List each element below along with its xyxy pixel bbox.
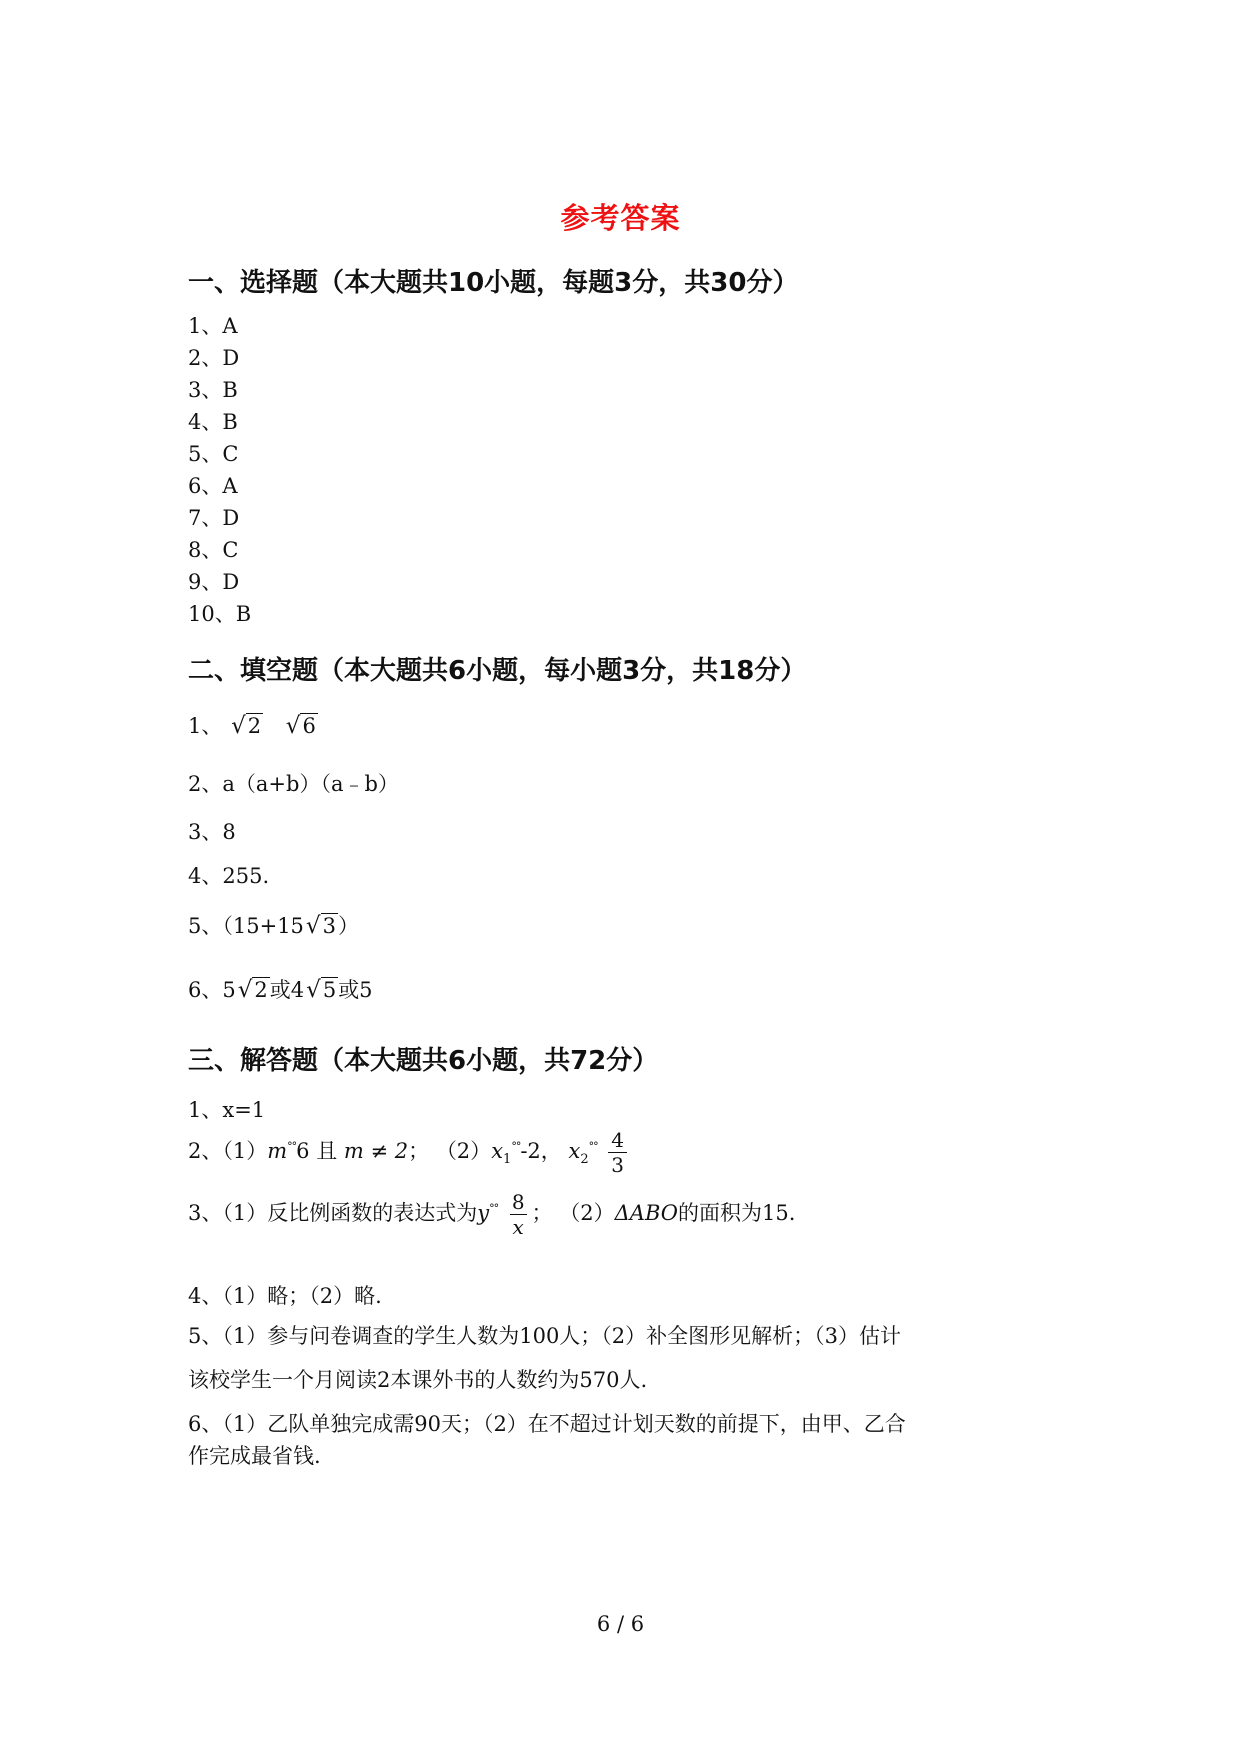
sqrt-expr: √2	[231, 713, 262, 739]
choice-answer: 6、A	[188, 474, 238, 498]
solution-answer-2: 2、（1）m°°6 且 m ≠ 2； $(2)x_1^{^\circ^\circ}-2$， $x_2^{^\circ^\circ}$ $\frac{4}{3}$	[188, 1128, 631, 1177]
solution-answer-5-line2: 该校学生一个月阅读2本课外书的人数约为570人.	[188, 1368, 648, 1392]
choice-answer: 3、B	[188, 378, 238, 402]
fraction: $\frac{4}{3}$	[608, 1128, 627, 1177]
solution-answer-1: 1、x=1	[188, 1098, 266, 1122]
solution-answer-5-line1: 5、（1）参与问卷调查的学生人数为100人；（2）补全图形见解析；（3）估计	[188, 1324, 902, 1348]
choice-answer: 10、B	[188, 602, 252, 626]
choice-answer: 1、A	[188, 314, 238, 338]
choice-answer: 4、B	[188, 410, 238, 434]
choice-answer: 8、C	[188, 538, 239, 562]
solution-answer-3: 3、（1）反比例函数的表达式为y°° $\frac{8}{x}$ ； （2）ΔABO的面积为15.	[188, 1190, 796, 1239]
page-title: 参考答案	[560, 201, 681, 235]
fill-answer-2: 2、a（a+b）（a﹣b）	[188, 772, 399, 796]
sqrt-expr: √5	[306, 977, 337, 1003]
choice-answer: 7、D	[188, 506, 240, 530]
fill-answer-5: 5、（15+15√3）	[188, 913, 359, 939]
solution-answer-4: 4、（1）略；（2）略.	[188, 1284, 382, 1308]
choice-answer: 9、D	[188, 570, 240, 594]
choice-answer: 2、D	[188, 346, 240, 370]
page-number: 6 / 6	[596, 1612, 645, 1636]
section-heading-fill: 二、填空题（本大题共6小题，每小题3分，共18分）	[188, 656, 807, 686]
fill-answer-4: 4、255.	[188, 864, 270, 888]
fill-answer-1: 1、 √2 √6	[188, 713, 316, 739]
section-heading-choice: 一、选择题（本大题共10小题，每题3分，共30分）	[188, 268, 799, 298]
choice-answer: 5、C	[188, 442, 239, 466]
section-heading-solution: 三、解答题（本大题共6小题，共72分）	[188, 1046, 659, 1076]
solution-answer-6-line1: 6、（1）乙队单独完成需90天；（2）在不超过计划天数的前提下，由甲、乙合	[188, 1412, 906, 1436]
sqrt-expr: √6	[285, 713, 316, 739]
sqrt-expr: √2	[237, 977, 268, 1003]
fill-answer-6: 6、5√2或4√5或5	[188, 977, 373, 1003]
fraction: $\frac{8}{x}$	[509, 1190, 528, 1239]
sqrt-expr: √3	[305, 913, 336, 939]
fill-answer-3: 3、8	[188, 820, 236, 844]
solution-answer-6-line2: 作完成最省钱.	[188, 1444, 321, 1468]
